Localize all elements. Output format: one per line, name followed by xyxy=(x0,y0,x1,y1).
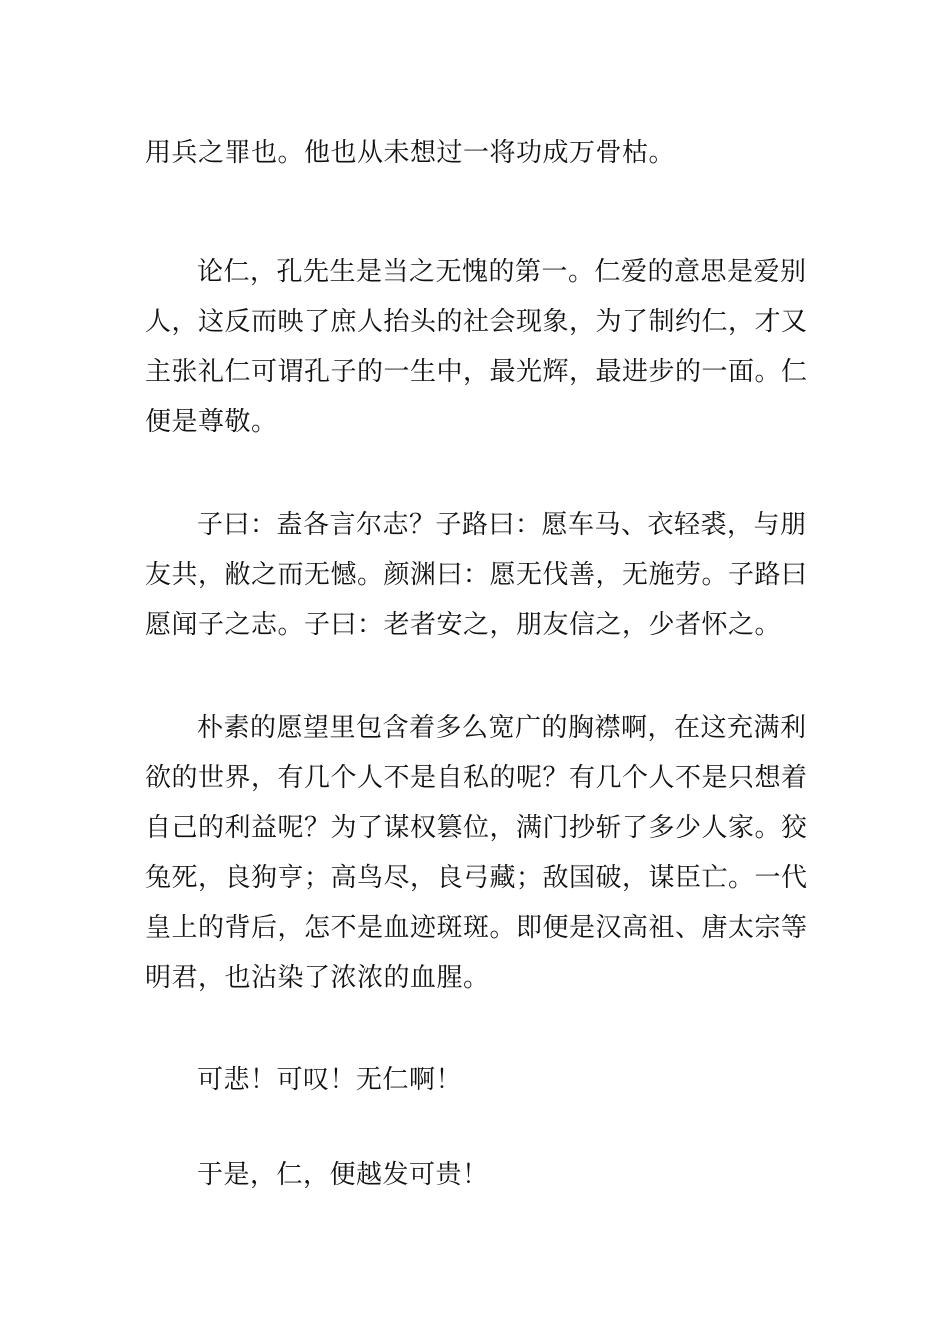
text-line: 兔死，良狗亨；高鸟尽，良弓藏；敌国破，谋臣亡。一代 xyxy=(145,863,808,893)
document-body xyxy=(145,128,810,1200)
text-line: 子曰：盍各言尔志？子路曰：愿车马、衣轻裘，与朋 xyxy=(197,510,807,540)
text-line: 于是，仁，便越发可贵！ xyxy=(197,1160,489,1190)
paragraph-2 xyxy=(145,247,810,447)
text-line: 友共，敝之而无憾。颜渊曰：愿无伐善，无施劳。子路曰 xyxy=(145,560,808,590)
text-line: 自己的利益呢？为了谋权篡位，满门抄斩了多少人家。狡 xyxy=(145,813,808,843)
text-line: 用兵之罪也。他也从未想过一将功成万骨枯。 xyxy=(145,138,676,168)
paragraph-1 xyxy=(145,128,810,178)
text-line: 便是尊敬。 xyxy=(145,407,278,437)
text-line: 欲的世界，有几个人不是自私的呢？有几个人不是只想着 xyxy=(145,763,808,793)
paragraph-3 xyxy=(145,500,810,650)
text-line: 明君，也沾染了浓浓的血腥。 xyxy=(145,963,490,993)
text-line: 皇上的背后，怎不是血迹斑斑。即便是汉高祖、唐太宗等 xyxy=(145,913,808,943)
text-line: 主张礼仁可谓孔子的一生中，最光辉，最进步的一面。仁 xyxy=(145,357,808,387)
text-line: 人，这反而映了庶人抬头的社会现象，为了制约仁，才又 xyxy=(145,307,808,337)
paragraph-6 xyxy=(145,1150,810,1200)
text-line: 愿闻子之志。子曰：老者安之，朋友信之，少者怀之。 xyxy=(145,610,782,640)
paragraph-4 xyxy=(145,703,810,1003)
text-line: 论仁，孔先生是当之无愧的第一。仁爱的意思是爱别 xyxy=(197,257,807,287)
text-line: 可悲！可叹！无仁啊！ xyxy=(197,1065,463,1095)
text-line: 朴素的愿望里包含着多么宽广的胸襟啊，在这充满利 xyxy=(197,713,807,743)
paragraph-5 xyxy=(145,1055,810,1105)
